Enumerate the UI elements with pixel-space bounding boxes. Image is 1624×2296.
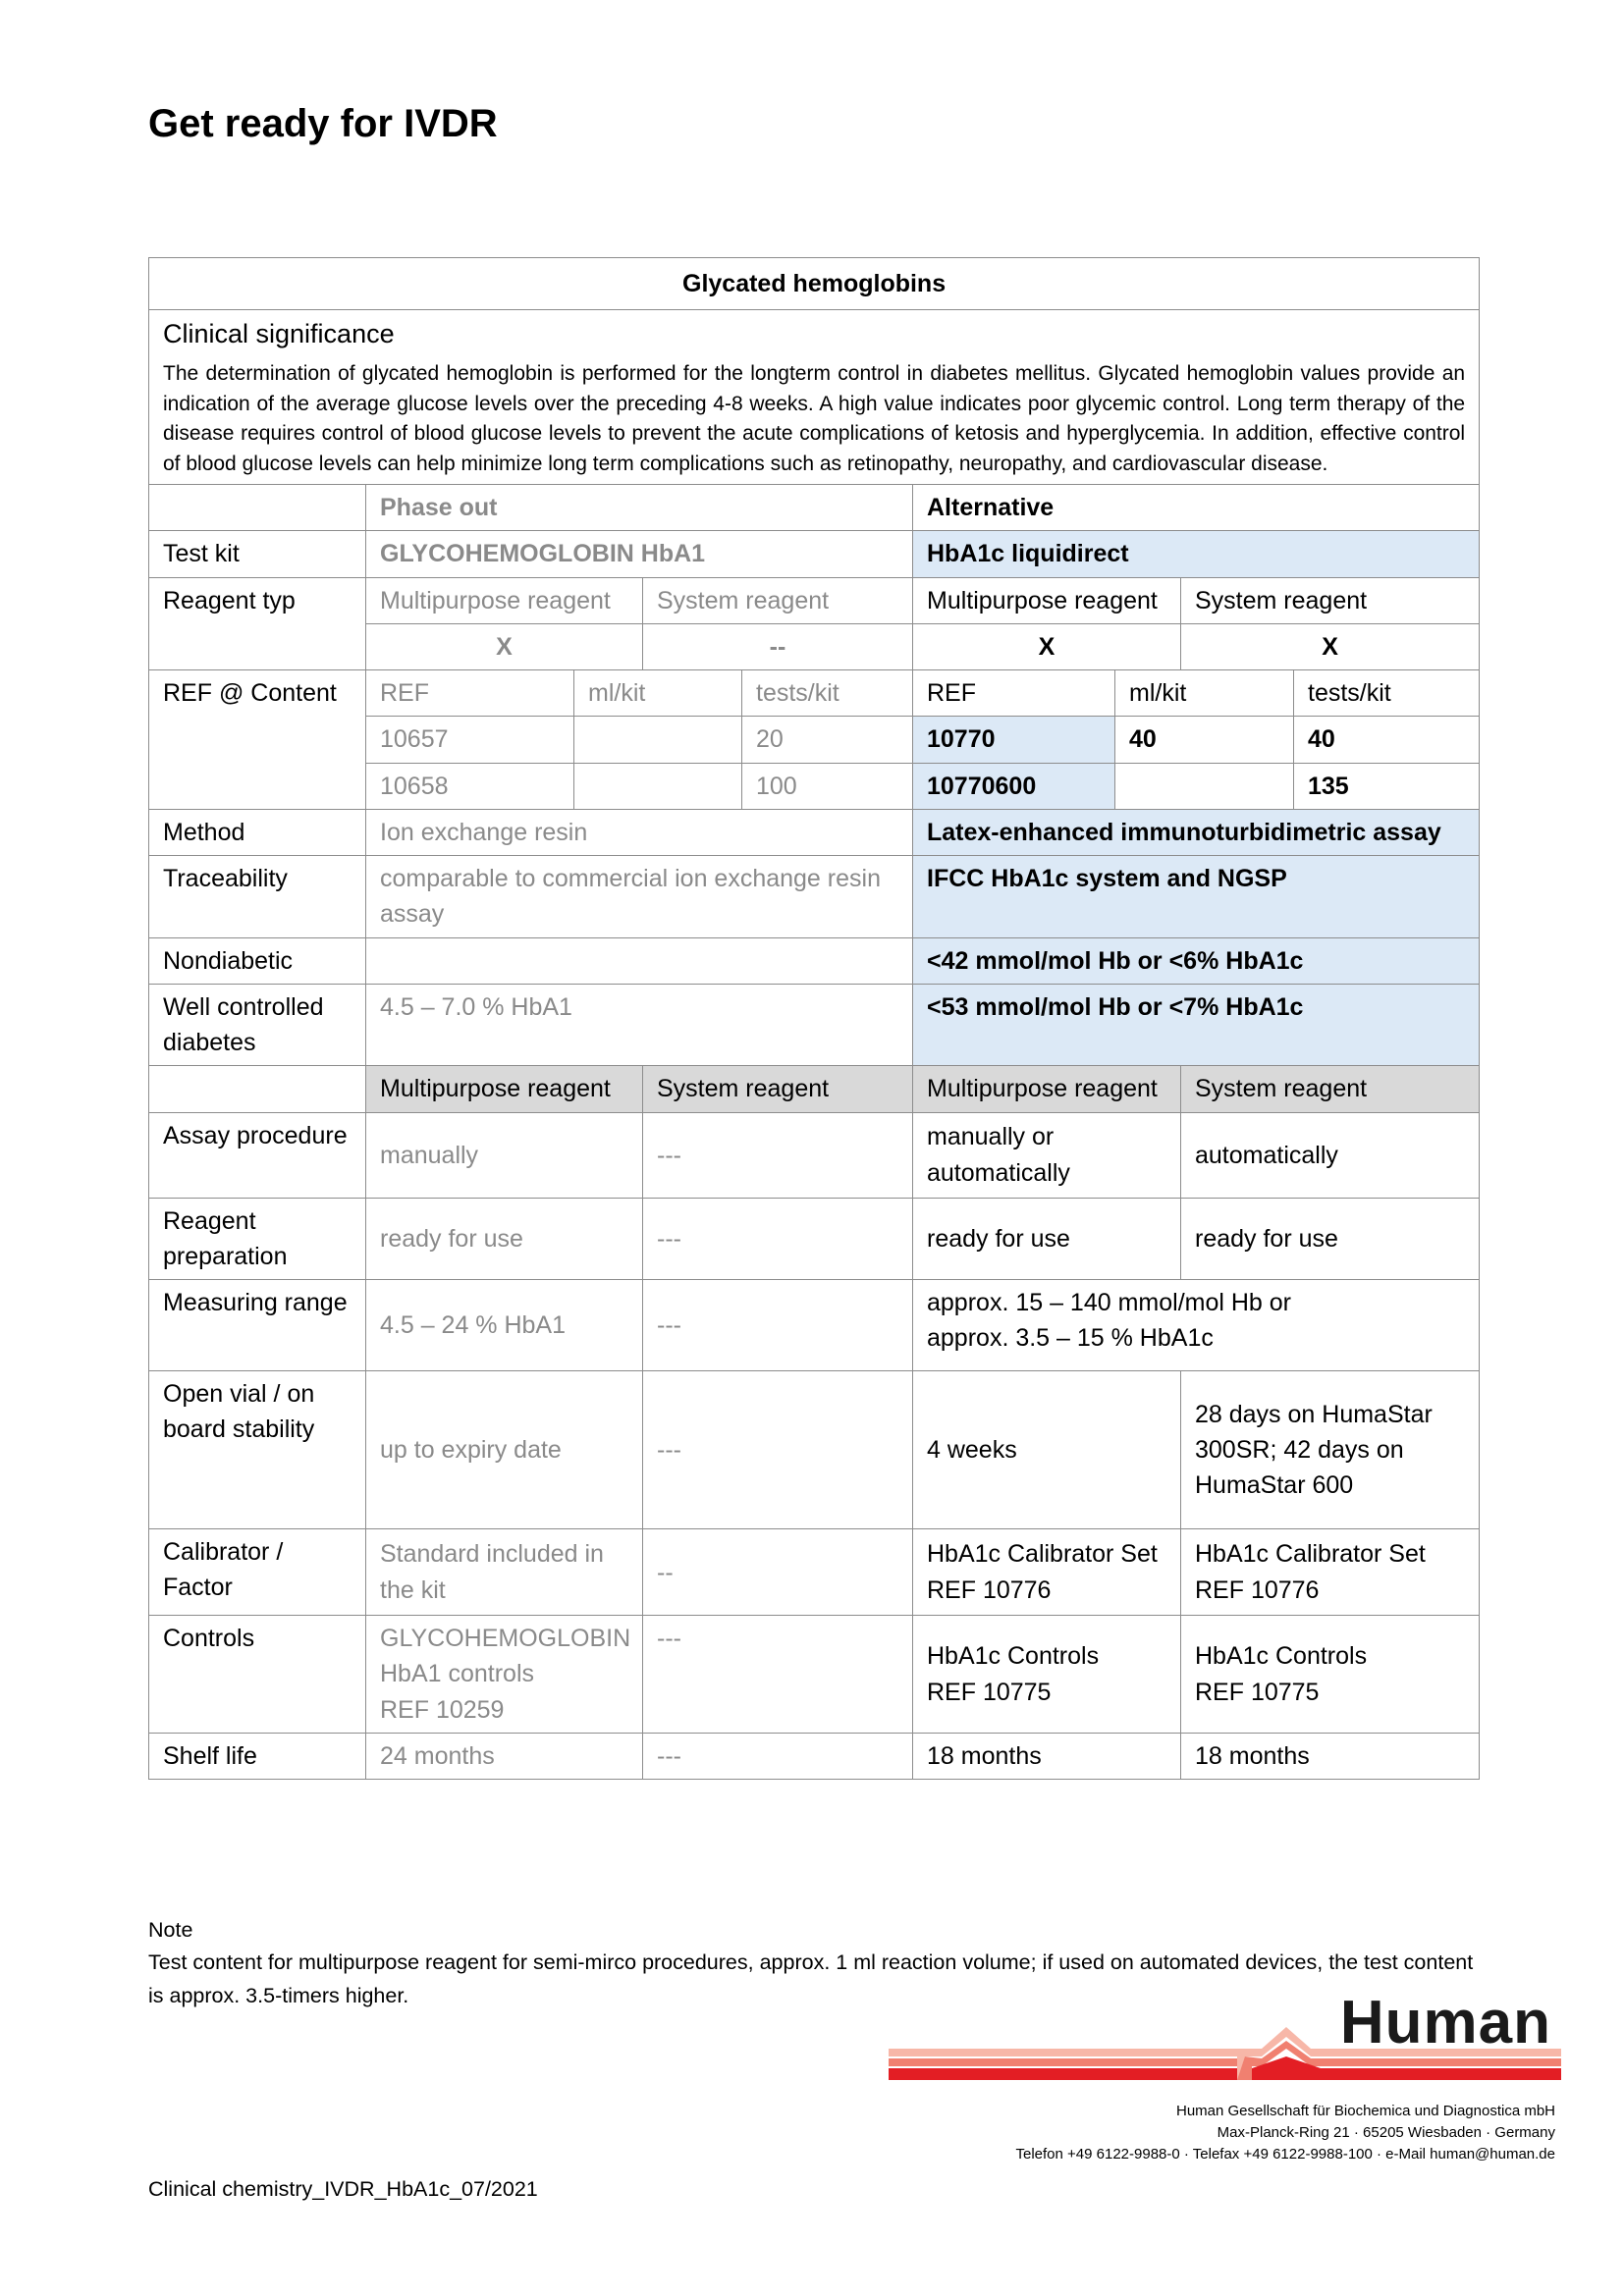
test-kit-phase-out: GLYCOHEMOGLOBIN HbA1 bbox=[366, 531, 913, 577]
empty-subheader-cell bbox=[149, 1066, 366, 1112]
traceability-alternative: IFCC HbA1c system and NGSP bbox=[913, 856, 1480, 938]
calibrator-po-multi: Standard included in the kit bbox=[366, 1529, 643, 1616]
measuring-range-label: Measuring range bbox=[149, 1280, 366, 1371]
assay-procedure-label: Assay procedure bbox=[149, 1112, 366, 1198]
significance-text: The determination of glycated hemoglobin is performed for the longterm control in diabetes mellitus. Glycated hemoglobin values provide an indication of the average glucose levels over the preceding 4-8 weeks. A high value indicates poor glycemic control. Long term therapy of the disease requires control of blood glucose levels to prevent the acute complications of ketosis and hyperglycemia. In addition, effective control of blood glucose levels can help minimize long term complications such as retinopathy, neuropathy, and cardiovascular disease. bbox=[163, 362, 1466, 475]
reagent-typ-po-system-mark: -- bbox=[643, 623, 913, 669]
ml-po-1 bbox=[574, 717, 742, 763]
clinical-significance bbox=[149, 310, 1480, 485]
measuring-range-po-multi: 4.5 – 24 % HbA1 bbox=[366, 1280, 643, 1371]
open-vial-label: Open vial / on board stability bbox=[149, 1371, 366, 1529]
assay-procedure-po-multi: manually bbox=[366, 1112, 643, 1198]
measuring-range-alt-line2: approx. 3.5 – 15 % HbA1c bbox=[927, 1324, 1214, 1353]
well-controlled-phase-out: 4.5 – 7.0 % HbA1 bbox=[366, 984, 913, 1066]
note-heading: Note bbox=[148, 1918, 193, 1942]
subheader-alt-system: System reagent bbox=[1181, 1066, 1480, 1112]
subheader-po-system: System reagent bbox=[643, 1066, 913, 1112]
company-line2: Max-Planck-Ring 21 · 65205 Wiesbaden · Germany bbox=[1217, 2123, 1555, 2141]
ml-po-2 bbox=[574, 763, 742, 809]
section-title: Glycated hemoglobins bbox=[149, 258, 1480, 310]
traceability-phase-out: comparable to commercial ion exchange resin assay bbox=[366, 856, 913, 938]
company-line3: Telefon +49 6122-9988-0 · Telefax +49 6122-9988-100 · e-Mail human@human.de bbox=[1015, 2145, 1555, 2163]
controls-alt-system-line1: HbA1c Controls bbox=[1195, 1642, 1368, 1671]
tests-alt-1: 40 bbox=[1294, 717, 1480, 763]
reagent-preparation-alt-system: ready for use bbox=[1181, 1198, 1480, 1280]
significance-heading: Clinical significance bbox=[163, 319, 395, 349]
ref-alt-header: REF bbox=[913, 670, 1115, 717]
company-address bbox=[1016, 2101, 1556, 2164]
open-vial-alt-system: 28 days on HumaStar 300SR; 42 days on HumaStar 600 bbox=[1181, 1371, 1480, 1529]
nondiabetic-label: Nondiabetic bbox=[149, 937, 366, 984]
assay-procedure-alt-multi: manually or automatically bbox=[913, 1112, 1181, 1198]
tests-alt-header: tests/kit bbox=[1294, 670, 1480, 717]
open-vial-alt-multi: 4 weeks bbox=[913, 1371, 1181, 1529]
tests-alt-2: 135 bbox=[1294, 763, 1480, 809]
test-kit-label: Test kit bbox=[149, 531, 366, 577]
reagent-typ-alt-system-mark: X bbox=[1181, 623, 1480, 669]
reagent-typ-alt-multi-mark: X bbox=[913, 623, 1181, 669]
assay-procedure-po-system: --- bbox=[643, 1112, 913, 1198]
shelf-life-label: Shelf life bbox=[149, 1733, 366, 1779]
ref-alt-2: 10770600 bbox=[913, 763, 1115, 809]
human-logo bbox=[884, 1988, 1561, 2086]
tests-po-2: 100 bbox=[742, 763, 913, 809]
controls-alt-system bbox=[1181, 1616, 1480, 1734]
ml-po-header: ml/kit bbox=[574, 670, 742, 717]
open-vial-po-multi: up to expiry date bbox=[366, 1371, 643, 1529]
controls-alt-multi-line1: HbA1c Controls bbox=[927, 1642, 1100, 1671]
reagent-typ-alt-multi: Multipurpose reagent bbox=[913, 577, 1181, 623]
controls-po-system: --- bbox=[643, 1616, 913, 1734]
nondiabetic-alternative: <42 mmol/mol Hb or <6% HbA1c bbox=[913, 937, 1480, 984]
ml-alt-2 bbox=[1115, 763, 1294, 809]
reagent-typ-label: Reagent typ bbox=[149, 577, 366, 670]
subheader-po-multi: Multipurpose reagent bbox=[366, 1066, 643, 1112]
page-footer: Clinical chemistry_IVDR_HbA1c_07/2021 bbox=[148, 2177, 538, 2201]
alternative-header: Alternative bbox=[913, 485, 1480, 531]
calibrator-alt-multi: HbA1c Calibrator Set REF 10776 bbox=[913, 1529, 1181, 1616]
reagent-typ-po-multi-mark: X bbox=[366, 623, 643, 669]
ml-alt-header: ml/kit bbox=[1115, 670, 1294, 717]
ref-po-1: 10657 bbox=[366, 717, 574, 763]
well-controlled-alternative: <53 mmol/mol Hb or <7% HbA1c bbox=[913, 984, 1480, 1066]
company-line1: Human Gesellschaft für Biochemica und Diagnostica mbH bbox=[1175, 2103, 1555, 2119]
traceability-label: Traceability bbox=[149, 856, 366, 938]
method-label: Method bbox=[149, 809, 366, 855]
well-controlled-label: Well controlled diabetes bbox=[149, 984, 366, 1066]
controls-po-line1: GLYCOHEMOGLOBIN bbox=[380, 1625, 631, 1653]
controls-label: Controls bbox=[149, 1616, 366, 1734]
controls-alt-multi-line2: REF 10775 bbox=[927, 1678, 1052, 1706]
comparison-table bbox=[148, 257, 1480, 1780]
shelf-life-alt-system: 18 months bbox=[1181, 1733, 1480, 1779]
calibrator-alt-system: HbA1c Calibrator Set REF 10776 bbox=[1181, 1529, 1480, 1616]
test-kit-alternative: HbA1c liquidirect bbox=[913, 531, 1480, 577]
reagent-preparation-po-system: --- bbox=[643, 1198, 913, 1280]
reagent-typ-alt-system: System reagent bbox=[1181, 577, 1480, 623]
controls-alt-multi bbox=[913, 1616, 1181, 1734]
measuring-range-alt-line1: approx. 15 – 140 mmol/mol Hb or bbox=[927, 1289, 1292, 1317]
controls-alt-system-line2: REF 10775 bbox=[1195, 1678, 1320, 1706]
assay-procedure-alt-system: automatically bbox=[1181, 1112, 1480, 1198]
empty-header-cell bbox=[149, 485, 366, 531]
tests-po-1: 20 bbox=[742, 717, 913, 763]
page-title: Get ready for IVDR bbox=[148, 102, 498, 145]
reagent-preparation-label: Reagent preparation bbox=[149, 1198, 366, 1280]
shelf-life-alt-multi: 18 months bbox=[913, 1733, 1181, 1779]
phase-out-header: Phase out bbox=[366, 485, 913, 531]
shelf-life-po-multi: 24 months bbox=[366, 1733, 643, 1779]
open-vial-po-system: --- bbox=[643, 1371, 913, 1529]
logo-wordmark: Human bbox=[1339, 1989, 1551, 2056]
controls-po-multi bbox=[366, 1616, 643, 1734]
shelf-life-po-system: --- bbox=[643, 1733, 913, 1779]
reagent-typ-po-multi: Multipurpose reagent bbox=[366, 577, 643, 623]
note-text: Test content for multipurpose reagent for semi-mirco procedures, approx. 1 ml reaction volume; if used on automated devices, the test content is approx. 3.5-timers higher. bbox=[148, 1950, 1474, 2007]
controls-po-line2: HbA1 controls bbox=[380, 1660, 535, 1688]
ref-po-2: 10658 bbox=[366, 763, 574, 809]
controls-po-line3: REF 10259 bbox=[380, 1695, 505, 1724]
measuring-range-po-system: --- bbox=[643, 1280, 913, 1371]
method-phase-out: Ion exchange resin bbox=[366, 809, 913, 855]
reagent-typ-po-system: System reagent bbox=[643, 577, 913, 623]
tests-po-header: tests/kit bbox=[742, 670, 913, 717]
ref-po-header: REF bbox=[366, 670, 574, 717]
reagent-preparation-po-multi: ready for use bbox=[366, 1198, 643, 1280]
calibrator-label: Calibrator / Factor bbox=[149, 1529, 366, 1616]
nondiabetic-phase-out bbox=[366, 937, 913, 984]
method-alternative: Latex-enhanced immunoturbidimetric assay bbox=[913, 809, 1480, 855]
ref-alt-1: 10770 bbox=[913, 717, 1115, 763]
measuring-range-alternative bbox=[913, 1280, 1480, 1371]
subheader-alt-multi: Multipurpose reagent bbox=[913, 1066, 1181, 1112]
ref-content-label: REF @ Content bbox=[149, 670, 366, 810]
calibrator-po-system: -- bbox=[643, 1529, 913, 1616]
reagent-preparation-alt-multi: ready for use bbox=[913, 1198, 1181, 1280]
ml-alt-1: 40 bbox=[1115, 717, 1294, 763]
